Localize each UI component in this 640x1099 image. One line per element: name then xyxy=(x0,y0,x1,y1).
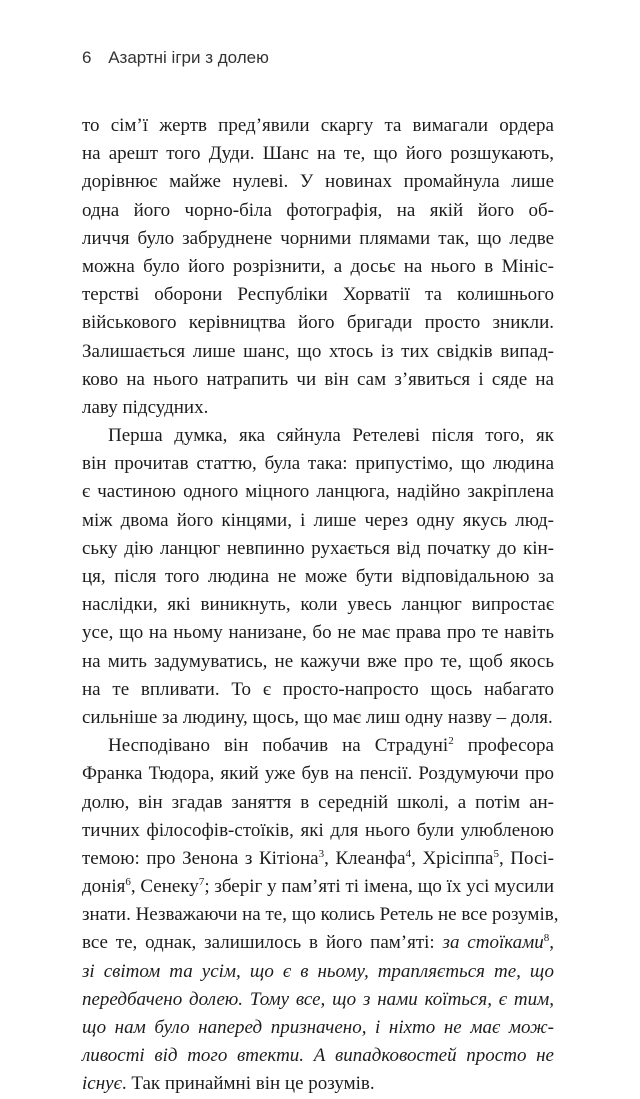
text-run: , xyxy=(549,932,555,954)
text-line: одна його чорно-біла фотографія, на якій його об- xyxy=(82,199,554,221)
footnote-ref: 6 xyxy=(125,876,131,889)
footnote-ref: 3 xyxy=(318,847,325,860)
text-line: на те впливати. То є просто-напросто щось набагато xyxy=(82,678,554,700)
text-line: знати. Незважаючи на те, що колись Ретель не все розумів, xyxy=(82,904,559,926)
text-line xyxy=(82,1014,554,1042)
text-line: на арешт того Дуди. Шанс на те, що його розшукають, xyxy=(82,143,554,165)
text-run: , Посі- xyxy=(498,847,555,869)
text-run: ; зберіг у пам’яті ті імена, що їх усі мусили xyxy=(204,876,554,898)
text-line: на мить задумуватись, не кажучи вже про те, щоб якось xyxy=(82,650,554,672)
italic-run: ливості від того втекти. А випадковостей просто не xyxy=(82,1045,554,1067)
italic-run: передбачено долею. Тому все, що з нами коїться, є тим, xyxy=(82,988,554,1010)
text-line: Перша думка, яка сяйнула Ретелеві після того, як xyxy=(108,425,554,447)
text-run: донія xyxy=(82,876,126,898)
text-run: Несподівано він побачив на Страдуні xyxy=(108,735,449,757)
text-line: личчя було забруднене чорними плямами так, що ледве xyxy=(82,227,554,249)
italic-run: що нам було наперед призначено, і ніхто не має мож- xyxy=(82,1017,554,1038)
body-text xyxy=(82,112,559,1099)
text-line: тичних філософів-стоїків, які для нього були улюбленою xyxy=(82,819,554,841)
text-line: ково на нього натрапить чи він сам з’явиться і сяде на xyxy=(82,368,554,390)
text-run: все те, однак, залишилось в його пам’яті: xyxy=(82,932,443,954)
text-line: усе, що на ньому нанизане, бо не має права про те навіть xyxy=(82,622,554,644)
text-line: він прочитав статтю, була така: припустімо, що людина xyxy=(82,453,554,475)
text-line xyxy=(82,958,554,986)
text-line: ську дію ланцюг невпинно рухається від початку до кін- xyxy=(82,537,554,559)
text-run: , Клеанфа xyxy=(324,847,406,869)
text-line: є частиною одного міцного ланцюга, надійно закріплена xyxy=(82,481,554,503)
text-line: Залишається лише шанс, що хтось із тих свідків випад- xyxy=(82,340,554,362)
text-line: то сім’ї жертв пред’явили скаргу та вимагали ордера xyxy=(82,115,554,136)
text-line xyxy=(82,732,554,760)
text-line xyxy=(82,1070,554,1098)
text-run: . Так принаймні він це розумів. xyxy=(121,1073,375,1095)
text-line: сильніше за людину, щось, що має лиш одну назву – доля. xyxy=(82,706,553,728)
text-run: , Сенеку xyxy=(130,876,199,898)
text-line: наслідки, які виникнуть, коли увесь ланцюг випростає xyxy=(82,594,554,616)
text-line: терстві оборони Республіки Хорватії та колишнього xyxy=(82,284,554,306)
italic-run: зі світом та усім, що є в ньому, трапляється те, що xyxy=(82,960,554,982)
text-run: , Хрісіппа xyxy=(411,847,494,869)
text-line: військового керівництва його бригади просто зникли. xyxy=(82,312,554,334)
text-line xyxy=(82,986,554,1014)
text-line xyxy=(82,873,554,901)
text-run: темою: про Зенона з Кітіона xyxy=(82,847,319,869)
text-line: дорівнює майже нулеві. У новинах промайнула лише xyxy=(82,171,554,193)
text-line xyxy=(82,929,554,957)
text-line xyxy=(82,845,554,873)
running-head xyxy=(82,48,269,68)
footnote-ref: 7 xyxy=(198,876,205,889)
text-line: долю, він згадав заняття в середній школі, а потім ан- xyxy=(82,791,554,813)
italic-run: існує xyxy=(82,1073,122,1095)
text-line: можна було його розрізнити, а досьє на нього в Мініс- xyxy=(82,255,554,277)
page-number: 6 xyxy=(82,48,92,67)
footnote-ref: 4 xyxy=(405,847,412,860)
text-line xyxy=(82,1042,554,1070)
text-line: ця, після того людина не може бути відповідальною за xyxy=(82,566,554,587)
running-title: Азартні ігри з долею xyxy=(108,48,269,67)
text-line: лаву підсудних. xyxy=(82,396,209,418)
footnote-ref: 2 xyxy=(448,735,454,748)
italic-run: за стоїками xyxy=(442,932,544,954)
footnote-ref: 8 xyxy=(543,932,550,945)
text-run: професора xyxy=(453,735,554,757)
text-line: між двома його кінцями, і лише через одну якусь люд- xyxy=(82,509,554,531)
footnote-ref: 5 xyxy=(493,847,499,860)
text-line: Франка Тюдора, який уже був на пенсії. Роздумуючи про xyxy=(82,763,554,785)
